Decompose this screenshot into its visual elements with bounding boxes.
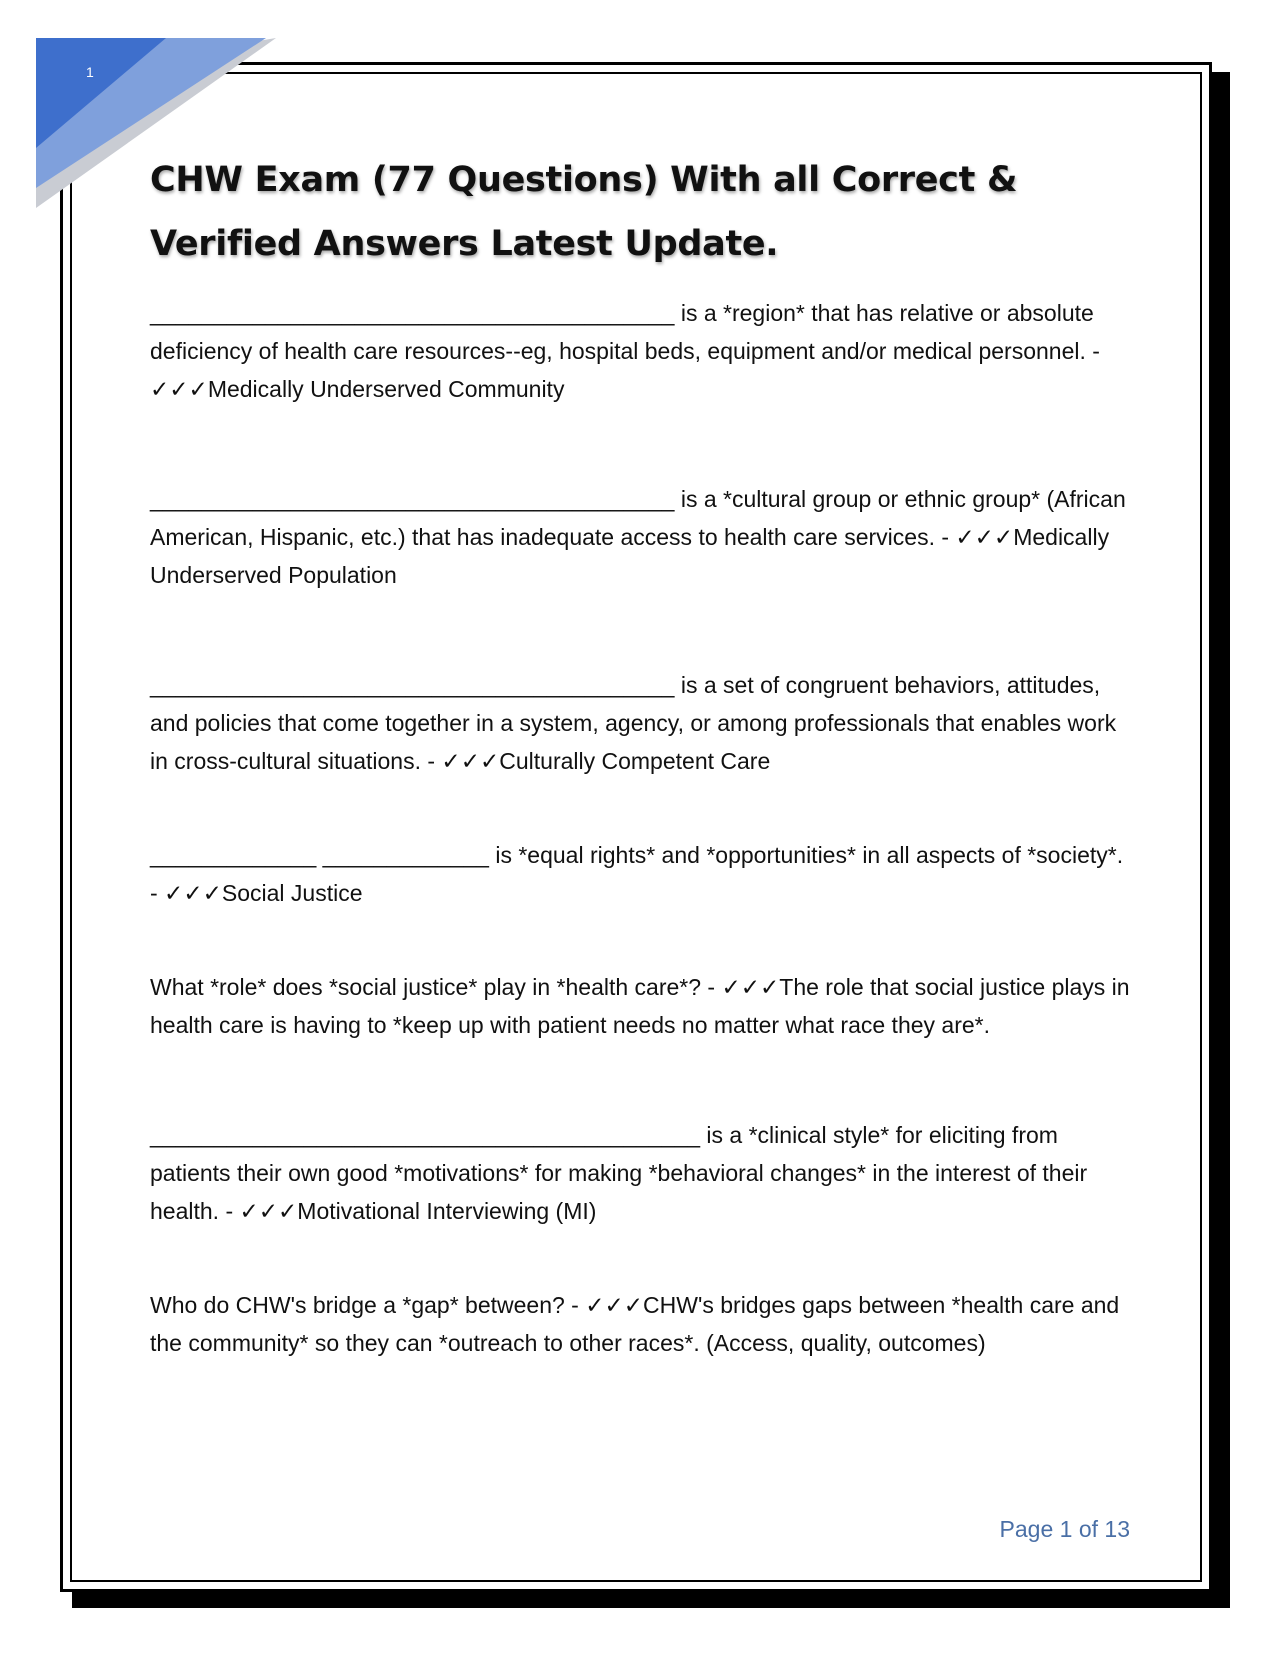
qa-item: ___________________________________________ is a *clinical style* for eliciting from patients their own good *motivations* for making *behavioral changes* in the interest of their health. - ✓✓✓Motivational Interviewing (MI) xyxy=(150,1122,1088,1224)
document-content xyxy=(150,148,1135,1362)
qa-item: _________________________________________ is a *cultural group or ethnic group* (African American, Hispanic, etc.) that has inadequate access to health care services. - ✓✓✓Medically Underserved Population xyxy=(150,486,1126,588)
document-title: CHW Exam (77 Questions) With all Correct & Verified Answers Latest Update. xyxy=(150,160,1018,264)
qa-item: _____________ _____________ is *equal rights* and *opportunities* in all aspects of *society*. - ✓✓✓Social Justice xyxy=(150,842,1124,906)
page-number-marker: 1 xyxy=(86,64,94,80)
qa-item: _________________________________________ is a set of congruent behaviors, attitudes, and policies that come together in a system, agency, or among professionals that enables work in cross-cultural situations. - ✓✓✓Culturally Competent Care xyxy=(150,672,1117,774)
qa-item: _________________________________________ is a *region* that has relative or absolute deficiency of health care resources--eg, hospital beds, equipment and/or medical personnel. - ✓✓✓Medically Underserved Community xyxy=(150,300,1100,402)
page-footer: Page 1 of 13 xyxy=(999,1516,1130,1542)
qa-item: Who do CHW's bridge a *gap* between? - ✓✓✓CHW's bridges gaps between *health care and the community* so they can *outreach to other races*. (Access, quality, outcomes) xyxy=(150,1292,1120,1356)
qa-item: What *role* does *social justice* play in *health care*? - ✓✓✓The role that social justice plays in health care is having to *keep up with patient needs no matter what race they are*. xyxy=(150,974,1130,1038)
